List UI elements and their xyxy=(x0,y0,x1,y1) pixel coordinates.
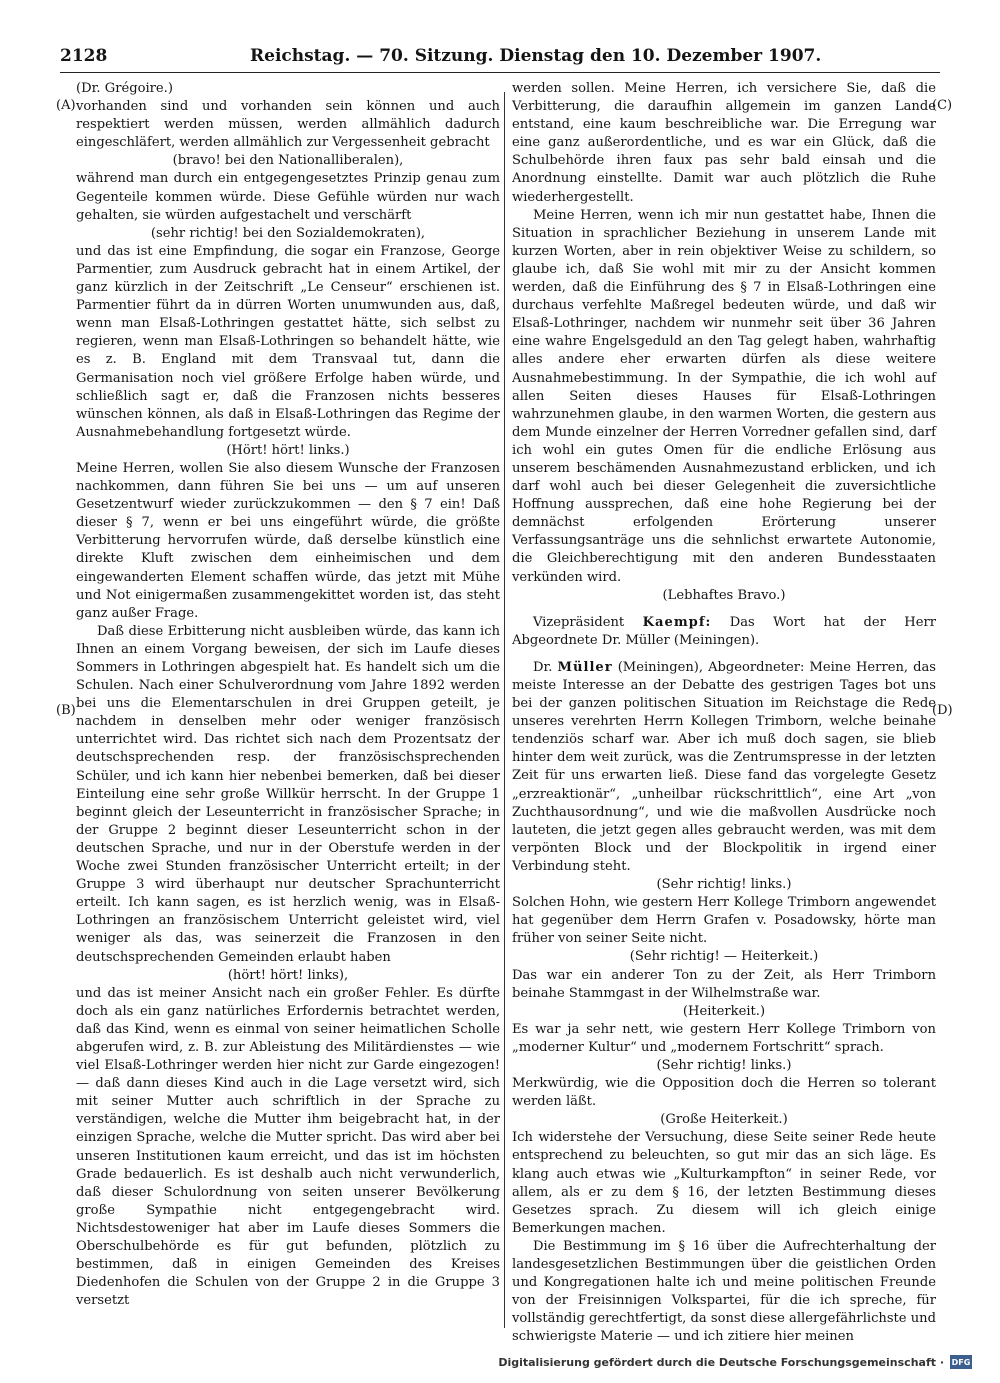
statement-text: Das Wort hat der Herr Abgeordnete Dr. Müller (Meiningen). xyxy=(512,614,936,648)
paragraph: werden sollen. Meine Herren, ich versichere Sie, daß die Verbitterung, die daraufhin allgemein im ganzen Lande entstand, eine kaum beschreibliche war. Die Erregung war eine ganz außerordentliche, und es war ein Glück, daß die Schulbehörde ihren faux pas sehr bald einsah und die Anordnung einstellte. Damit war auch plötzlich die Ruhe wiederhergestellt. xyxy=(512,81,936,205)
paragraph: Es war ja sehr nett, wie gestern Herr Kollege Trimborn von „moderner Kultur“ und „modernem Fortschritt“ sprach. xyxy=(512,1021,936,1055)
speaker-name: Kaempf: xyxy=(642,614,712,630)
speech-opening xyxy=(512,659,936,876)
paragraph: Ich widerstehe der Versuchung, diese Seite seiner Rede heute entsprechend zu beleuchten, so gut mir das an sich läge. Es klang auch etwas wie „Kulturkampfton“ in seiner Rede, vor allem, als er zu dem § 16, der letzten Bestimmung dieses Gesetzes sprach. Zu diesem will ich gleich einige Bemerkungen machen. xyxy=(512,1130,936,1236)
margin-mark-d: (D) xyxy=(932,703,953,718)
page-number: 2128 xyxy=(60,46,108,66)
dfg-logo-icon: DFG xyxy=(950,1355,972,1369)
interjection: (hört! hört! links), xyxy=(227,967,349,983)
speaker-title: Dr. xyxy=(532,659,553,675)
paragraph: Das war ein anderer Ton zu der Zeit, als Herr Trimborn beinahe Stammgast in der Wilhelmstraße war. xyxy=(512,967,936,1001)
paragraph: vorhanden sind und vorhanden sein können und auch respektiert werden müssen, werden allmählich dadurch eingeschläfert, werden allmählich zur Vergessenheit gebracht xyxy=(76,99,500,151)
paragraph: während man durch ein entgegengesetztes Prinzip genau zum Gegenteile kommen würde. Diese Gefühle würden nur wach gehalten, sie würden aufgestachelt und verschärft xyxy=(76,171,500,223)
right-column xyxy=(512,80,936,1346)
vice-president-statement xyxy=(512,614,936,650)
interjection: (Große Heiterkeit.) xyxy=(660,1112,788,1128)
margin-mark-b: (B) xyxy=(56,703,76,718)
paragraph: Solchen Hohn, wie gestern Herr Kollege Trimborn angewendet hat gegenüber dem Herrn Grafen v. Posadowsky, hörte man früher von seiner Seite nicht. xyxy=(512,895,936,947)
digitization-footer xyxy=(498,1351,972,1373)
interjection: (Heiterkeit.) xyxy=(682,1003,766,1019)
header-title: Reichstag. — 70. Sitzung. Dienstag den 10. Dezember 1907. xyxy=(250,46,822,66)
interjection: (Sehr richtig! — Heiterkeit.) xyxy=(629,949,819,965)
speech-text: (Meiningen), Abgeordneter: Meine Herren, das meiste Interesse an der Debatte des gestrigen Tages bot uns bei der ganzen politischen Situation im Reichstage die Rede unseres verehrten Herrn Kollegen Trimborn, welche beinahe tendenziös scharf war. Aber ich muß doch sagen, sie blieb hinter dem weit zurück, was die Zentrumspresse in der letzten Zeit für uns erwarten ließ. Diese fand das vorgelegte Gesetz „erzreaktionär“, „unheilbar rückschrittlich“, eine Art „von Zuchthausordnung“, und wie die maßvollen Ausdrücke noch lauteten, die jetzt gegen alles gebraucht werden, was mit dem verpönten Block und der Blockpolitik in irgend einer Verbindung steht. xyxy=(512,659,936,874)
header-rule xyxy=(60,72,940,73)
paragraph: und das ist meiner Ansicht nach ein großer Fehler. Es dürfte doch als ein ganz natürliches Erfordernis betrachtet werden, daß das Kind, wenn es einmal von seiner heimatlichen Scholle abgerufen wird, z. B. zur Ableistung des Militärdienstes — wie viel Elsaß-Lothringer werden hier nicht zur Garde eingezogen! — daß dann dieses Kind auch in die Lage versetzt wird, sich mit seiner Mutter auch schriftlich in der Sprache zu verständigen, welche die Mutter ihm beigebracht hat, in der einzigen Sprache, welche die Mutter spricht. Das wird aber bei unseren Institutionen kaum erreicht, und das ist im höchsten Grade bedauerlich. Es ist deshalb auch nicht verwunderlich, daß dieser Schulordnung von seiten unserer Bevölkerung große Sympathie nicht entgegengebracht wird. Nichtsdestoweniger hat aber im Laufe dieses Sommers die Oberschulbehörde es für gut befunden, plötzlich zu bestimmen, daß in einigen Gemeinden des Kreises Diedenhofen die Schulen von der Gruppe 2 in die Gruppe 3 versetzt xyxy=(76,985,500,1309)
paragraph: Die Bestimmung im § 16 über die Aufrechterhaltung der landesgesetzlichen Bestimmungen über die geistlichen Orden und Kongregationen halte ich und meine politischen Freunde von der Freisinnigen Volkspartei, für die ich spreche, für vollständig gerechtfertigt, da sonst diese allergefährlichste und schwierigste Materie — und ich zitiere hier meinen xyxy=(512,1238,936,1345)
interjection: (Sehr richtig! links.) xyxy=(656,877,792,893)
interjection: (Sehr richtig! links.) xyxy=(656,1057,792,1073)
paragraph: Meine Herren, wenn ich mir nun gestattet habe, Ihnen die Situation in sprachlicher Beziehung in unserem Lande mit kurzen Worten, aber in rein objektiver Weise zu schildern, so glaube ich, daß Sie wohl mit mir zu der Ansicht kommen werden, daß die Einführung des § 7 in Elsaß-Lothringen eine durchaus verfehlte Maßregel bedeuten würde, und daß wir Elsaß-Lothringer, nachdem wir nunmehr seit über 36 Jahren eine wahre Engelsgeduld an den Tag gelegt haben, wahrhaftig alles andere eher erwarten dürfen als diese weitere Ausnahmebestimmung. In der Sympathie, die ich wohl auf allen Seiten dieses Hauses für Elsaß-Lothringen wahrzunehmen glaube, in den warmen Worten, die gestern aus dem Munde einzelner der Herren Vorredner gefallen sind, darf ich wohl ein gutes Omen für die endliche Erlösung aus unserem beschämenden Ausnahmezustand erblicken, und ich darf wohl auch bei dieser Gelegenheit die zuversichtliche Hoffnung aussprechen, daß eine hohe Regierung bei der demnächst erfolgenden Erörterung unserer Verfassungsanträge uns die sehnlichst erwartete Autonomie, die Gleichberechtigung mit den anderen Bundesstaaten verkünden wird. xyxy=(512,207,936,585)
margin-mark-a: (A) xyxy=(56,98,76,113)
footer-credit: Digitalisierung gefördert durch die Deutsche Forschungsgemeinschaft · xyxy=(498,1355,944,1369)
speaker-name: Müller xyxy=(557,659,613,675)
interjection: (Lebhaftes Bravo.) xyxy=(662,587,786,603)
interjection: (Hört! hört! links.) xyxy=(226,442,350,458)
paragraph: und das ist eine Empfindung, die sogar ein Franzose, George Parmentier, zum Ausdruck gebracht hat in einem Artikel, der ganz kürzlich in der Zeitschrift „Le Censeur“ erschienen ist. Parmentier führt da in dürren Worten unumwunden aus, daß, wenn man Elsaß-Lothringen gestattet hätte, sich selbst zu regieren, wenn man Elsaß-Lothringen so behandelt hätte, wie es z. B. England mit dem Transvaal tut, dann die Germanisation noch viel größere Erfolge haben würde, und schließlich sagt er, daß die Franzosen nichts besseres wünschen können, als daß in Elsaß-Lothringen das Regime der Ausnahmebehandlung fortgesetzt würde. xyxy=(76,243,500,440)
interjection: (sehr richtig! bei den Sozialdemokraten), xyxy=(150,225,426,241)
left-column xyxy=(76,80,500,1310)
paragraph: Merkwürdig, wie die Opposition doch die Herren so tolerant werden läßt. xyxy=(512,1076,936,1110)
column-divider xyxy=(504,92,505,1328)
interjection: (bravo! bei den Nationalliberalen), xyxy=(172,153,404,169)
paragraph: Daß diese Erbitterung nicht ausbleiben würde, das kann ich Ihnen an einem Vorgang beweisen, der sich im Laufe dieses Sommers in Lothringen abgespielt hat. Es handelt sich um die Schulen. Nach einer Schulverordnung vom Jahre 1892 werden bei uns die Elementarschulen in drei Gruppen geteilt, je nachdem in denselben mehr oder weniger französisch unterrichtet wird. Das richtet sich nach dem Prozentsatz der deutschsprechenden resp. der französischsprechenden Schüler, und ich kann hier nebenbei bemerken, daß bei dieser Einteilung eine sehr große Willkür herrscht. In der Gruppe 1 beginnt gleich der Leseunterricht in französischer Sprache; in der Gruppe 2 beginnt dieser Leseunterricht schon in der deutschen Sprache, und nur in der Oberstufe werden in der Woche zwei Stunden französischer Unterricht erteilt; in der Gruppe 3 wird überhaupt nur deutscher Sprachunterricht erteilt. Ich kann sagen, es ist herzlich wenig, was in Elsaß-Lothringen an französischem Unterricht geleistet wird, viel weniger als das, was seinerzeit die Franzosen in den deutschsprechenden Gemeinden erlaubt haben xyxy=(76,623,500,965)
running-header xyxy=(60,42,940,72)
paragraph: Meine Herren, wollen Sie also diesem Wunsche der Franzosen nachkommen, dann führen Sie bei uns — um auf unseren Gesetzentwurf wieder zurückzukommen — den § 7 ein! Daß dieser § 7, wenn er bei uns eingeführt würde, die größte Verbitterung hervorrufen würde, daß derselbe künstlich eine direkte Kluft zwischen dem einheimischen und dem eingewanderten Element schaffen würde, das jetzt mit Mühe und Not einigermaßen zusammengekittet worden ist, das steht ganz außer Frage. xyxy=(76,460,500,621)
margin-mark-c: (C) xyxy=(932,98,953,113)
speaker-role: Vizepräsident xyxy=(532,614,625,630)
speaker-tag: (Dr. Grégoire.) xyxy=(76,81,173,96)
